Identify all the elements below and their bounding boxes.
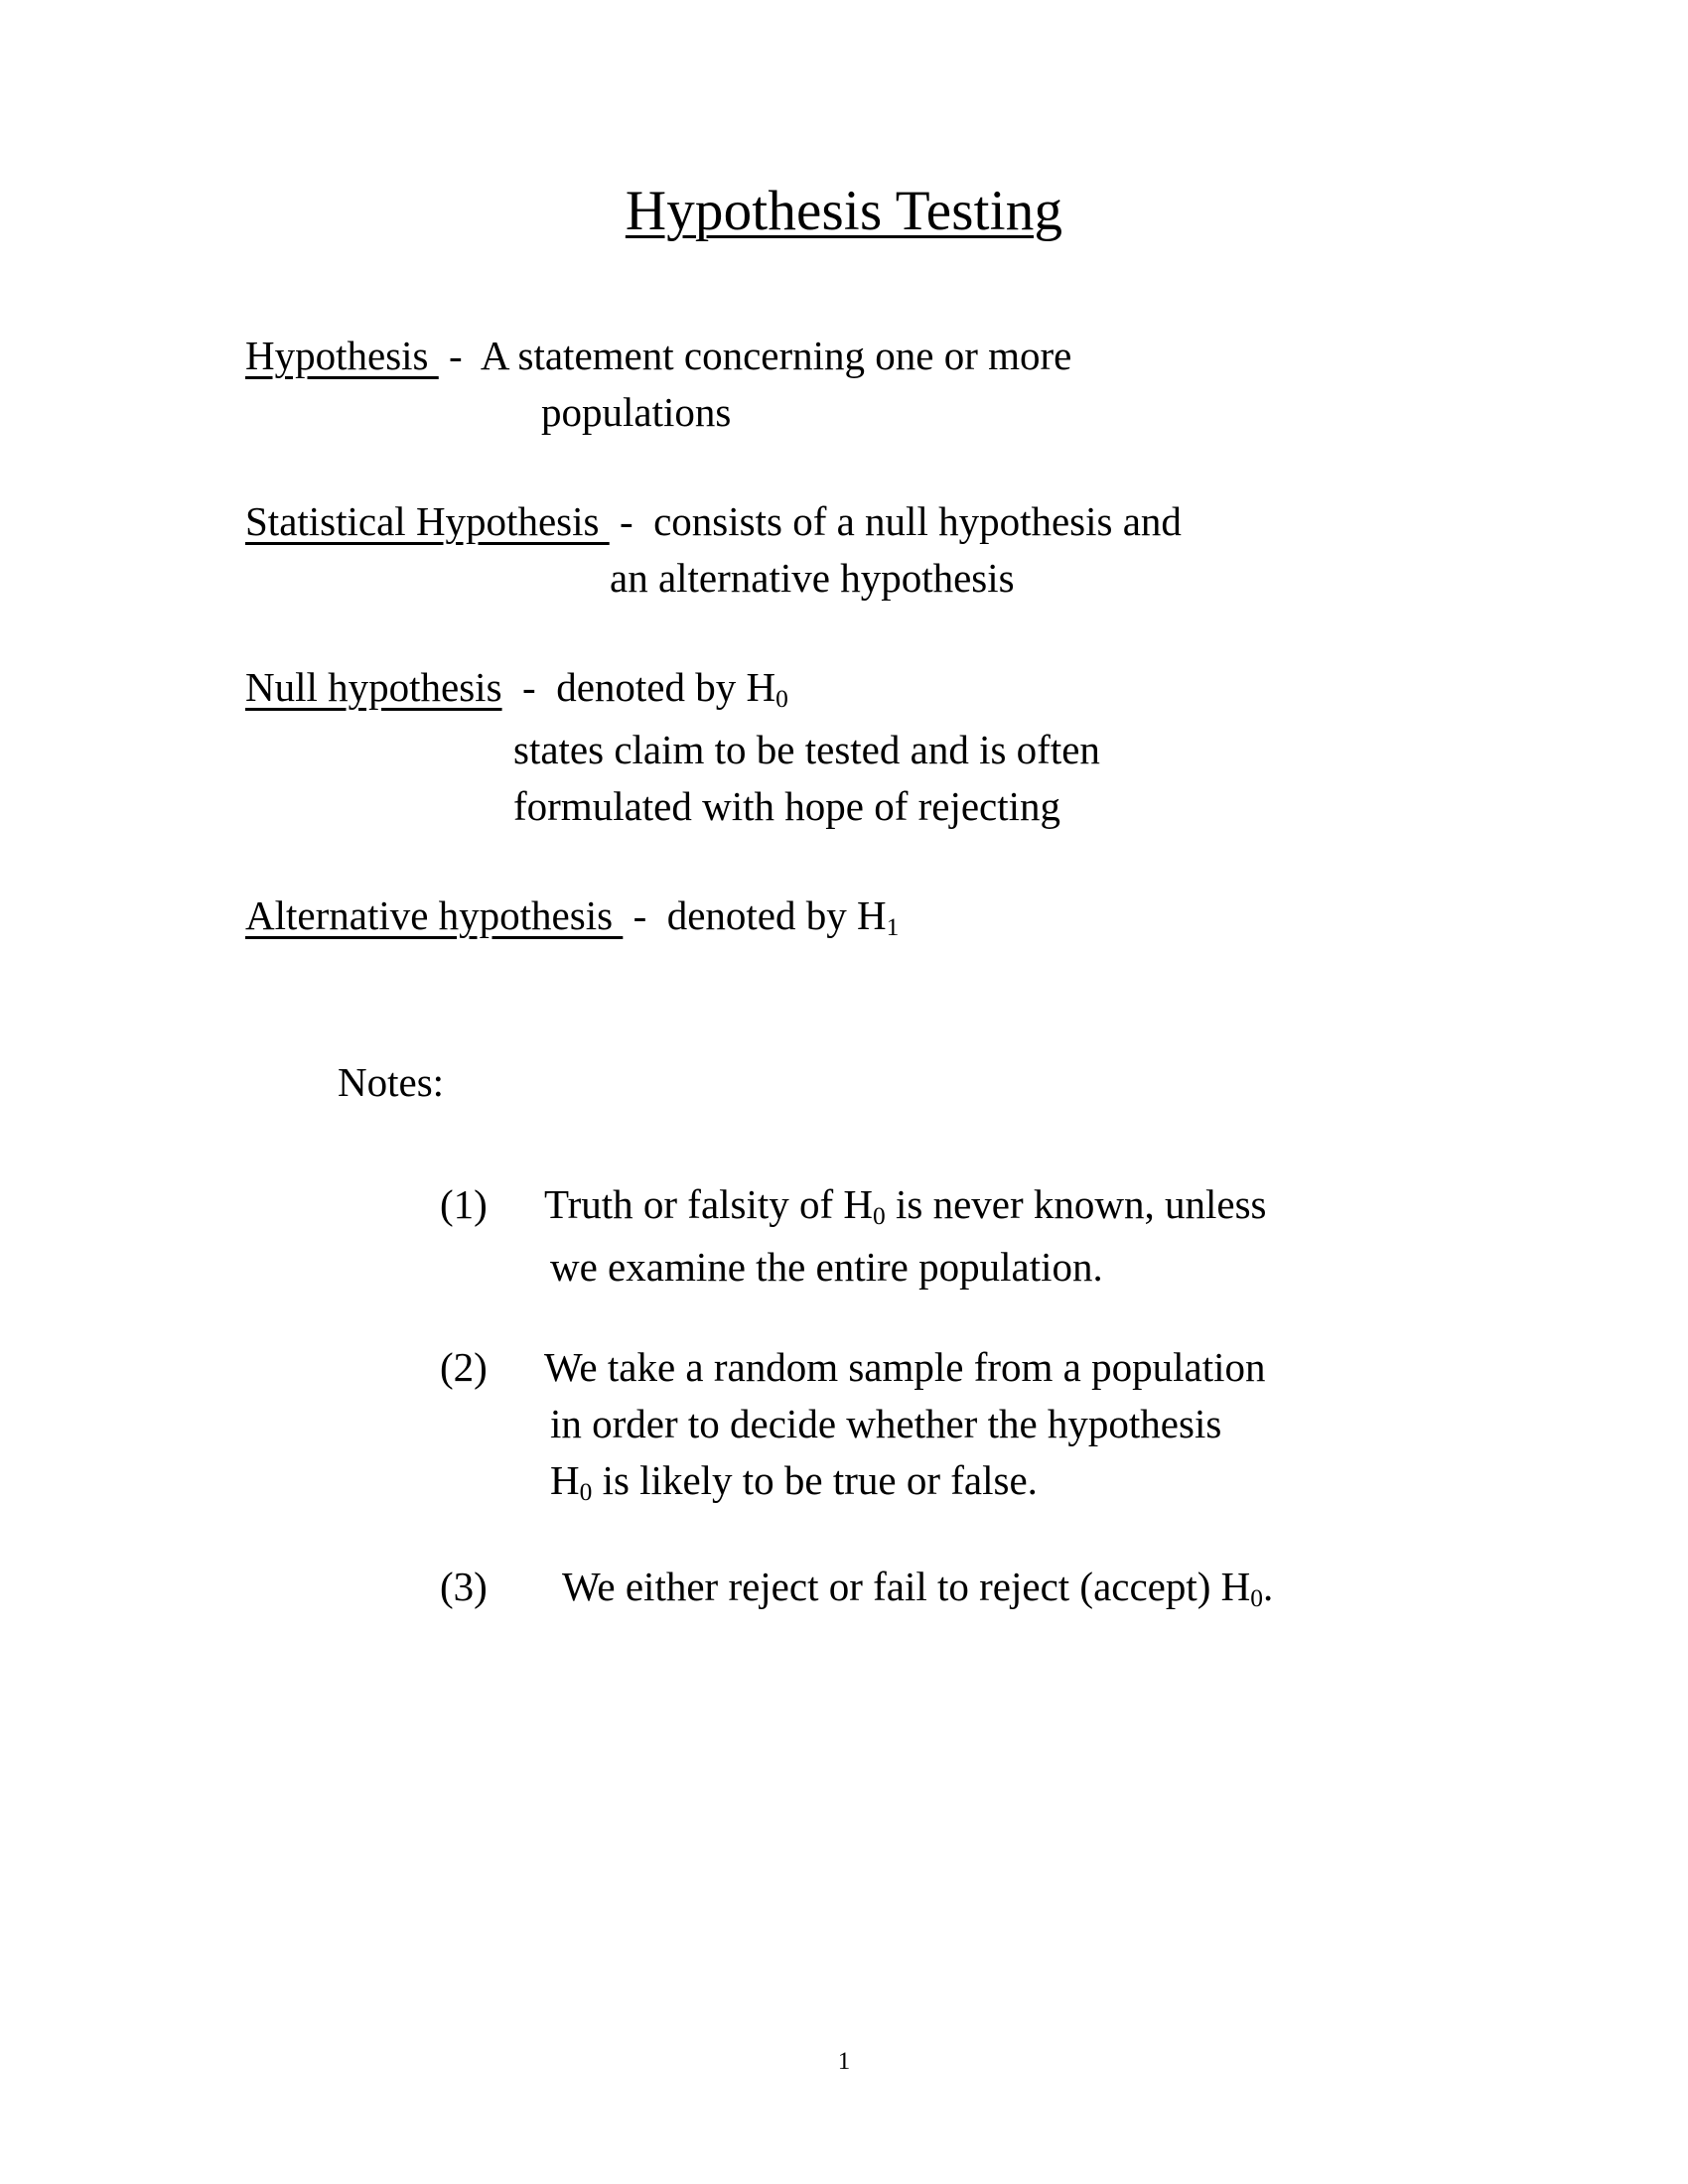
definition-term-null-hypothesis: Null hypothesis bbox=[245, 664, 502, 710]
page-title-text: Hypothesis Testing bbox=[625, 180, 1063, 242]
note-line-text: H bbox=[550, 1457, 580, 1503]
definition-term-statistical-hypothesis: Statistical Hypothesis bbox=[245, 498, 610, 544]
note-body bbox=[544, 1176, 1582, 1296]
null-hypothesis-subscript: 0 bbox=[775, 684, 788, 713]
definition-alternative-hypothesis bbox=[245, 887, 1536, 950]
note-subscript: 0 bbox=[873, 1201, 886, 1230]
definition-separator: - bbox=[609, 498, 654, 544]
definition-separator: - bbox=[501, 664, 557, 710]
note-subscript: 0 bbox=[579, 1477, 593, 1506]
notes-heading-text: Notes: bbox=[338, 1059, 445, 1105]
definition-text-line: denoted by H bbox=[556, 664, 776, 710]
definition-text-line: A statement concerning one or more bbox=[480, 333, 1072, 378]
page-number bbox=[0, 2048, 1688, 2076]
page-title bbox=[0, 181, 1688, 243]
list-item bbox=[440, 1176, 1582, 1296]
note-line-text: . bbox=[1262, 1564, 1274, 1609]
alternative-hypothesis-subscript: 1 bbox=[886, 912, 900, 941]
definition-term-hypothesis: Hypothesis bbox=[245, 333, 439, 378]
definition-statistical-hypothesis bbox=[245, 493, 1536, 607]
definitions-section bbox=[245, 328, 1536, 950]
note-number: (2) bbox=[440, 1344, 488, 1390]
definition-text-line: formulated with hope of rejecting bbox=[513, 783, 1061, 829]
list-item bbox=[440, 1559, 1582, 1621]
note-line-text: in order to decide whether the hypothesis bbox=[550, 1401, 1222, 1446]
note-number: (1) bbox=[440, 1181, 488, 1227]
page-number-text: 1 bbox=[837, 2048, 851, 2075]
note-line-text: Truth or falsity of H bbox=[544, 1181, 874, 1227]
notes-list bbox=[440, 1176, 1582, 1621]
definition-text-line: consists of a null hypothesis and bbox=[653, 498, 1182, 544]
definition-null-hypothesis bbox=[245, 659, 1536, 835]
note-line-text: is never known, unless bbox=[885, 1181, 1267, 1227]
definition-text-line: states claim to be tested and is often bbox=[513, 727, 1100, 772]
note-line-text: We take a random sample from a population bbox=[544, 1344, 1266, 1390]
note-body bbox=[562, 1559, 1582, 1621]
definition-text-line: an alternative hypothesis bbox=[610, 555, 1015, 601]
note-number: (3) bbox=[440, 1564, 488, 1609]
definition-text-line: denoted by H bbox=[666, 892, 887, 938]
definition-hypothesis bbox=[245, 328, 1536, 441]
definition-separator: - bbox=[623, 892, 667, 938]
note-body bbox=[544, 1339, 1582, 1515]
definition-text-line: populations bbox=[541, 389, 732, 435]
note-subscript: 0 bbox=[1250, 1583, 1263, 1612]
note-line-text: We either reject or fail to reject (accept) H bbox=[562, 1564, 1251, 1609]
note-line-text: we examine the entire population. bbox=[550, 1244, 1103, 1290]
list-item bbox=[440, 1339, 1582, 1515]
definition-separator: - bbox=[438, 333, 481, 378]
notes-heading bbox=[338, 1054, 444, 1111]
definition-term-alternative-hypothesis: Alternative hypothesis bbox=[245, 892, 624, 938]
note-line-text: is likely to be true or false. bbox=[592, 1457, 1038, 1503]
